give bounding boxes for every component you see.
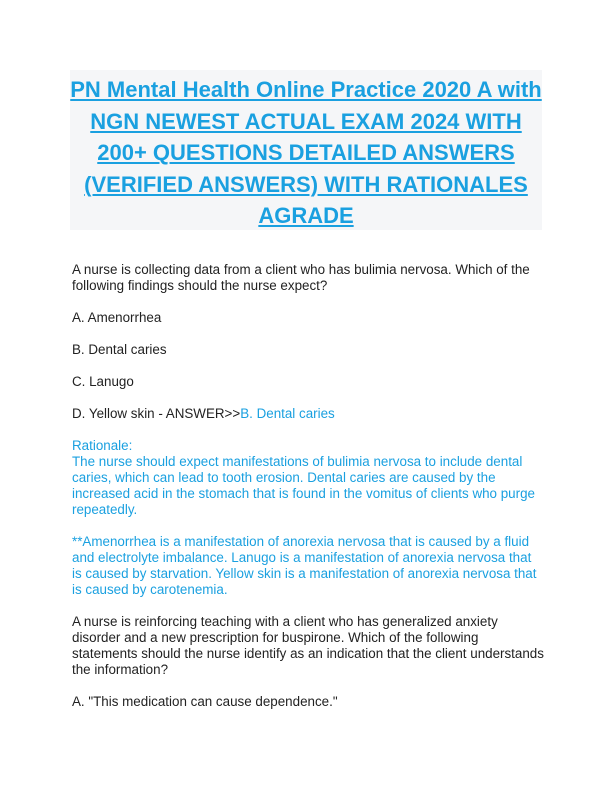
q1-rationale-label: Rationale: <box>72 438 133 453</box>
title-box <box>70 70 542 230</box>
document-title-link[interactable]: PN Mental Health Online Practice 2020 A with NGN NEWEST ACTUAL EXAM 2024 WITH 200+ QUESTIONS DETAILED ANSWERS (VERIFIED ANSWERS) WITH RATIONALES AGRADE <box>70 77 542 228</box>
question-2-text: A nurse is reinforcing teaching with a client who has generalized anxiety disorder and a new prescription for buspirone. Which of the following statements should the nurse identify as an indication that the client understands the information? <box>72 614 544 677</box>
q1-option-b: B. Dental caries <box>72 342 167 357</box>
document-body <box>72 262 544 710</box>
q1-option-d-text: D. Yellow skin - ANSWER>> <box>72 406 241 421</box>
q1-rationale-extra: **Amenorrhea is a manifestation of anorexia nervosa that is caused by a fluid and electrolyte imbalance. Lanugo is a manifestation of anorexia nervosa that is caused by starvation. Yellow skin is a manifestation of anorexia nervosa that is caused by carotenemia. <box>72 534 537 597</box>
q1-rationale-text: The nurse should expect manifestations of bulimia nervosa to include dental caries, which can lead to tooth erosion. Dental caries are caused by the increased acid in the stomach that is found in the vomitus of clients who purge repeatedly. <box>72 454 535 517</box>
question-1-text: A nurse is collecting data from a client who has bulimia nervosa. Which of the following findings should the nurse expect? <box>72 262 530 293</box>
q1-option-c: C. Lanugo <box>72 374 134 389</box>
q1-answer: B. Dental caries <box>240 406 335 421</box>
q1-option-a: A. Amenorrhea <box>72 310 162 325</box>
q1-option-d <box>72 406 544 422</box>
q2-option-a: A. "This medication can cause dependence." <box>72 694 338 709</box>
